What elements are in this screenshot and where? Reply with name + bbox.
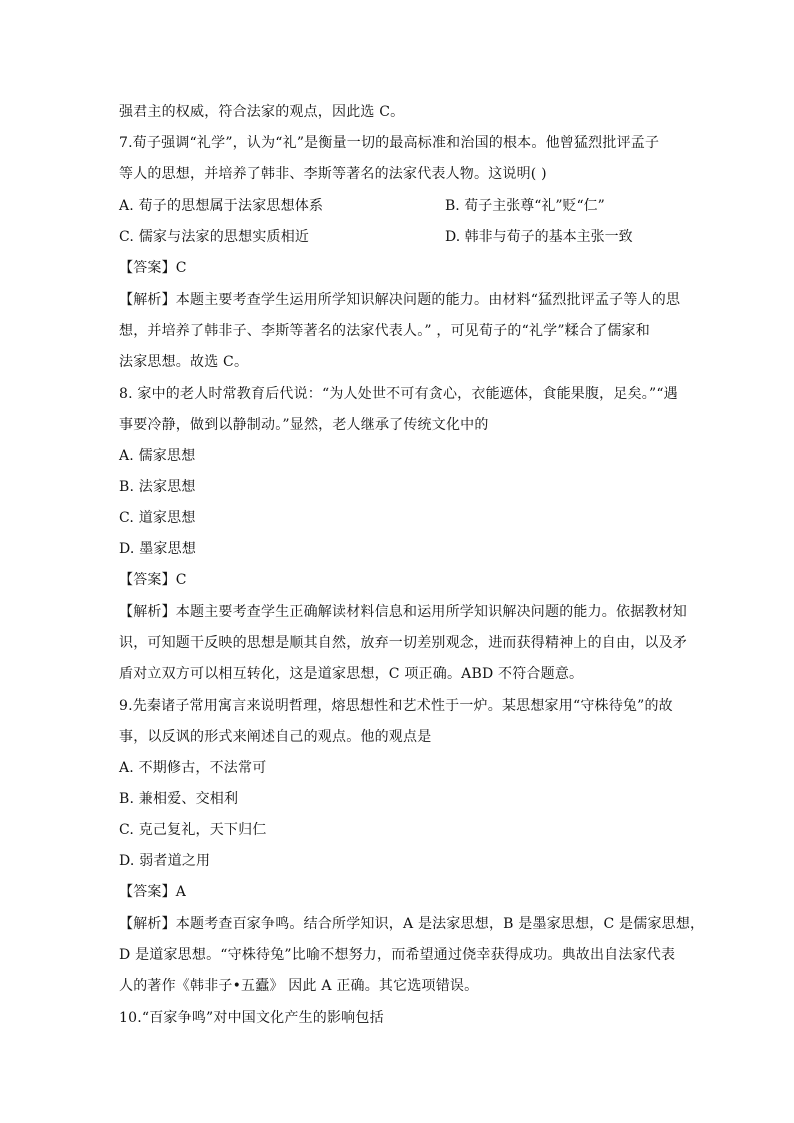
q9-option-c: C. 克己复礼，天下归仁 bbox=[119, 822, 267, 838]
question-9-stem-cont: 事，以反讽的形式来阐述自己的观点。他的观点是 bbox=[119, 729, 432, 745]
question-8-stem: 8. 家中的老人时常教育后代说：“为人处世不可有贪心，衣能遮体，食能果腹，足矣。”“遇 bbox=[119, 386, 678, 402]
q7-analysis-end: 法家思想。故选 C。 bbox=[119, 354, 249, 370]
q7-analysis: 【解析】本题主要考查学生运用所学知识解决问题的能力。由材料“猛烈批评孟子等人的思 bbox=[119, 292, 681, 308]
q7-option-c: C. 儒家与法家的思想实质相近 bbox=[119, 229, 310, 245]
question-10-stem: 10.“百家争鸣”对中国文化产生的影响包括 bbox=[119, 1010, 384, 1026]
q7-analysis-cont: 想，并培养了韩非子、李斯等著名的法家代表人。” ，可见荀子的“礼学”糅合了儒家和 bbox=[119, 323, 650, 339]
q9-answer: 【答案】A bbox=[119, 884, 187, 900]
q8-analysis-cont: 识，可知题干反映的思想是顺其自然，放弃一切差别观念，进而获得精神上的自由，以及矛 bbox=[119, 635, 687, 651]
q7-option-d: D. 韩非与荀子的基本主张一致 bbox=[445, 229, 633, 245]
q8-answer: 【答案】C bbox=[119, 572, 187, 588]
q8-option-b: B. 法家思想 bbox=[119, 479, 196, 495]
q8-option-c: C. 道家思想 bbox=[119, 510, 196, 526]
question-7-stem: 7.荀子强调“礼学”，认为“礼”是衡量一切的最高标准和治国的根本。他曾猛烈批评孟子 bbox=[119, 135, 660, 151]
q8-analysis-end: 盾对立双方可以相互转化，这是道家思想，C 项正确。ABD 不符合题意。 bbox=[119, 666, 584, 682]
q9-analysis: 【解析】本题考查百家争鸣。结合所学知识，A 是法家思想，B 是墨家思想，C 是儒家思想， bbox=[119, 916, 705, 932]
question-7-stem-cont: 等人的思想，并培养了韩非、李斯等著名的法家代表人物。这说明( ) bbox=[119, 166, 547, 182]
q7-option-a: A. 荀子的思想属于法家思想体系 bbox=[119, 198, 324, 214]
q9-option-a: A. 不期修古，不法常可 bbox=[119, 760, 267, 776]
q8-option-d: D. 墨家思想 bbox=[119, 541, 197, 557]
text-line: 强君主的权威，符合法家的观点，因此选 C。 bbox=[119, 104, 405, 120]
q9-option-d: D. 弱者道之用 bbox=[119, 853, 211, 869]
question-9-stem: 9.先秦诸子常用寓言来说明哲理，熔思想性和艺术性于一炉。某思想家用“守株待兔”的故 bbox=[119, 698, 673, 714]
q9-option-b: B. 兼相爱、交相利 bbox=[119, 791, 239, 807]
q9-analysis-end: 人的著作《韩非子•五蠹》 因此 A 正确。其它选项错误。 bbox=[119, 978, 479, 994]
q9-analysis-cont: D 是道家思想。“守株待兔”比喻不想努力，而希望通过侥幸获得成功。典故出自法家代表 bbox=[119, 947, 676, 963]
q8-option-a: A. 儒家思想 bbox=[119, 448, 196, 464]
q8-analysis: 【解析】本题主要考查学生正确解读材料信息和运用所学知识解决问题的能力。依据教材知 bbox=[119, 604, 687, 620]
q7-option-b: B. 荀子主张尊“礼”贬“仁” bbox=[445, 198, 605, 214]
question-8-stem-cont: 事要冷静，做到以静制动。”显然，老人继承了传统文化中的 bbox=[119, 417, 489, 433]
q7-answer: 【答案】C bbox=[119, 260, 187, 276]
